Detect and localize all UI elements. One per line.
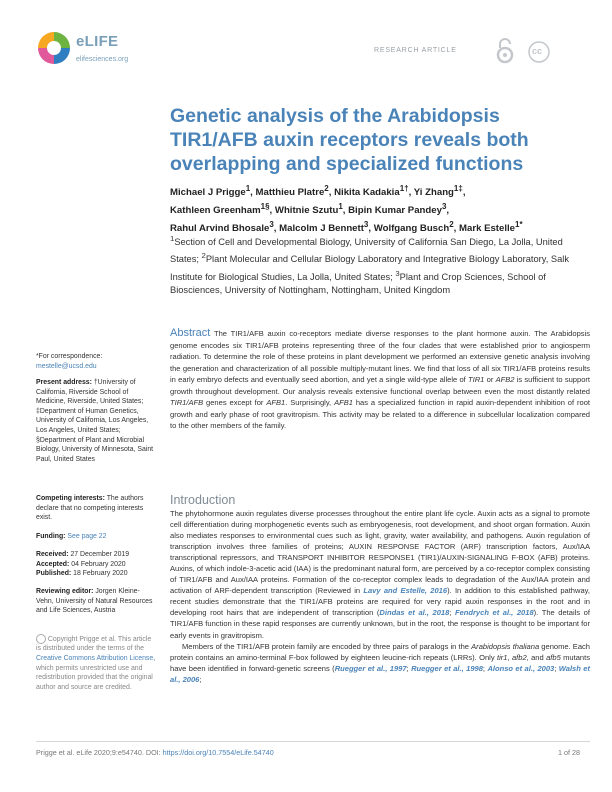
author[interactable]: Mark Estelle$^{1*}$ bbox=[459, 219, 523, 234]
dates: Received: 27 December 2019 Accepted: 04 February 2020 Published: 18 February 2020 bbox=[36, 551, 130, 578]
citation-link[interactable]: Lavy and Estelle, 2016 bbox=[363, 586, 448, 596]
article-title: Genetic analysis of the Arabidopsis TIR1/AFB auxin receptors reveals both overlapping and specialized functions bbox=[170, 105, 529, 175]
author[interactable]: Bipin Kumar Pandey$^3$ bbox=[348, 201, 447, 216]
author[interactable]: Kathleen Greenham$^{1\S}$ bbox=[170, 201, 270, 216]
funding-link[interactable]: See page 22 bbox=[67, 533, 107, 540]
author[interactable]: Michael J Prigge$^1$ bbox=[170, 184, 251, 199]
author[interactable]: Whitnie Szutu$^1$ bbox=[274, 201, 343, 216]
introduction-heading: Introduction bbox=[170, 493, 236, 507]
present-address: Present address: †University of California, Riverside School of Medicine, Riverside, United States; ‡Department of Human Genetics, University of California, Los Angeles, Los Angeles, United States; §Department of Plant and Microbial Biology, University of Minnesota, Saint Paul, United States bbox=[36, 379, 154, 463]
citation-link[interactable]: Ruegger et al., 1997 bbox=[334, 663, 407, 673]
citation-link[interactable]: Dindas et al., 2018 bbox=[379, 608, 450, 618]
brand-name: eLIFE bbox=[76, 33, 119, 50]
paragraph: The phytohormone auxin regulates diverse processes throughout the entire plant life cycle. Auxin acts as a signal to promote cell differentiation during morphogenetic events such as embryogenesis, root development, and shoot organ formation. Auxin also mediates responses to environmental cues such as light, gravity, water availability, and pathogens. Auxin regulation of transcription involves three families of proteins; AUXIN RESPONSE FACTOR (ARF) transcription factors, Aux/IAA transcriptional repressors, and TRANSPORT INHIBITOR RESPONSE1 (TIR1)/AUXIN-SIGNALING F-BOX (AFB) proteins. Auxins, of which indole-3-acetic acid (IAA) is the predominant natural form, are perceived by a co-receptor complex consisting of TIR1/AFB and Aux/IAA proteins. Formation of the co-receptor complex leads to degradation of the Aux/IAA protein and activation of ARF-dependent transcription (Reviewed in Lavy and Estelle, 2016). In addition to this established pathway, recent studies demonstrate that the TIR1/AFB proteins are required for very rapid auxin responses in the root and in developing root hairs that are independent of transcription (Dindas et al., 2018; Fendrych et al., 2018). The details of TIR1/AFB function in these rapid responses are currently unknown, but in the root, the response is thought to be important for early events in gravitropism. bbox=[170, 509, 590, 640]
copyright-icon bbox=[36, 634, 46, 644]
elife-logo-icon bbox=[36, 30, 72, 66]
cc-label: cc bbox=[532, 46, 543, 56]
author[interactable]: Malcolm J Bennett$^3$ bbox=[279, 219, 369, 234]
author[interactable]: Nikita Kadakia$^{1\dagger}$ bbox=[334, 184, 409, 199]
affiliation: Plant Molecular and Cellular Biology Laboratory and Integrative Biology Laboratory, Salk Institute for Biological Studies, La Jolla, United States; bbox=[170, 254, 569, 282]
author[interactable]: Wolfgang Busch$^2$ bbox=[373, 219, 454, 234]
affiliations: $^1$Section of Cell and Developmental Biology, University of California San Diego, La Jolla, United States; $^2$Plant Molecular and Cellular Biology Laboratory and Integrative Biology Laboratory, Salk Institute for Biological Studies, La Jolla, United States; $^3$Plant and Crop Sciences, School of Biosciences, University of Nottingham, Nottingham, United Kingdom bbox=[170, 234, 569, 296]
affiliation: Plant and Crop Sciences, School of Biosciences, University of Nottingham, Nottingham, United Kingdom bbox=[170, 271, 546, 296]
article-type: RESEARCH ARTICLE bbox=[374, 47, 457, 54]
elife-logo[interactable] bbox=[36, 30, 176, 75]
author-list: Michael J Prigge$^1$, Matthieu Platre$^2$, Nikita Kadakia$^{1\dagger}$, Yi Zhang$^{1\ddagger}$, Kathleen Greenham$^{1\S}$, Whitnie Szutu$^1$, Bipin Kumar Pandey$^3$, Rahul Arvind Bhosale$^3$, Malcolm J Bennett$^3$, Wolfgang Busch$^2$, Mark Estelle$^{1*}$ bbox=[170, 184, 523, 234]
copyright: Copyright Prigge et al. This article is distributed under the terms of the Creative Commons Attribution License, which permits unrestricted use and redistribution provided that the original author and source are credited. bbox=[36, 635, 156, 691]
open-access-icon bbox=[496, 38, 514, 64]
author[interactable]: Rahul Arvind Bhosale$^3$ bbox=[170, 219, 274, 234]
introduction-body bbox=[170, 508, 590, 685]
doi-link[interactable]: https://doi.org/10.7554/eLife.54740 bbox=[162, 748, 274, 757]
correspondence-email-link[interactable]: mestelle@ucsd.edu bbox=[36, 362, 97, 370]
correspondence: *For correspondence: mestelle@ucsd.edu bbox=[36, 352, 156, 371]
citation-link[interactable]: Alonso et al., 2003 bbox=[487, 663, 555, 673]
funding: Funding: See page 22 bbox=[36, 533, 107, 540]
brand-url: elifesciences.org bbox=[76, 56, 129, 63]
reviewing-editor: Reviewing editor: Jorgen Kleine-Vehn, University of Natural Resources and Life Sciences, Austria bbox=[36, 588, 153, 615]
footer-rule bbox=[36, 741, 590, 742]
author[interactable]: Yi Zhang$^{1\ddagger}$ bbox=[413, 184, 463, 199]
competing-interests: Competing interests: The authors declare that no competing interests exist. bbox=[36, 495, 144, 522]
abstract-heading: Abstract bbox=[170, 327, 211, 339]
creative-commons-icon bbox=[528, 41, 550, 63]
paragraph: Members of the TIR1/AFB protein family are encoded by three pairs of paralogs in the Arabidopsis thaliana genome. Each protein contains an amino-terminal F-box followed by eighteen leucine-rich repeats (LRRs). Only tir1, afb2, and afb5 mutants have been identified in forward-genetic screens (Ruegger et al., 1997; Ruegger et al., 1998; Alonso et al., 2003; Walsh et al., 2006; bbox=[170, 641, 591, 684]
citation-link[interactable]: Walsh et al., 2006 bbox=[170, 663, 590, 684]
citation-link[interactable]: Fendrych et al., 2018 bbox=[454, 608, 534, 618]
affiliation: Section of Cell and Developmental Biology, University of California San Diego, La Jolla, United States; bbox=[170, 237, 563, 265]
citation-link[interactable]: Ruegger et al., 1998 bbox=[411, 663, 483, 673]
footer-citation: Prigge et al. eLife 2020;9:e54740. DOI: https://doi.org/10.7554/eLife.54740 bbox=[36, 748, 274, 757]
cc-license-link[interactable]: Creative Commons Attribution License, bbox=[36, 655, 156, 663]
author[interactable]: Matthieu Platre$^2$ bbox=[255, 184, 329, 199]
page-number: 1 of 28 bbox=[558, 748, 580, 757]
abstract: Abstract The TIR1/AFB auxin co-receptors mediate diverse responses to the plant hormone auxin. The Arabidopsis genome encodes six TIR1/AFB proteins representing three of the four clades that were established prior to angiosperm radiation. To determine the role of these proteins in plant development we performed an extensive genetic analysis involving the generation and characterization of all possible multiply-mutant lines. We find that loss of all six TIR1/AFB proteins results in early embryo defects and eventually seed abortion, and yet a single wild-type allele of TIR1 or AFB2 is sufficient to support growth throughout development. Our analysis reveals extensive functional overlap between even the most distantly related TIR1/AFB genes except for AFB1. Surprisingly, AFB1 has a specialized function in rapid auxin-dependent inhibition of root growth and early phase of root gravitropism. This activity may be related to a difference in subcellular localization compared to the other members of the family. bbox=[170, 327, 591, 430]
